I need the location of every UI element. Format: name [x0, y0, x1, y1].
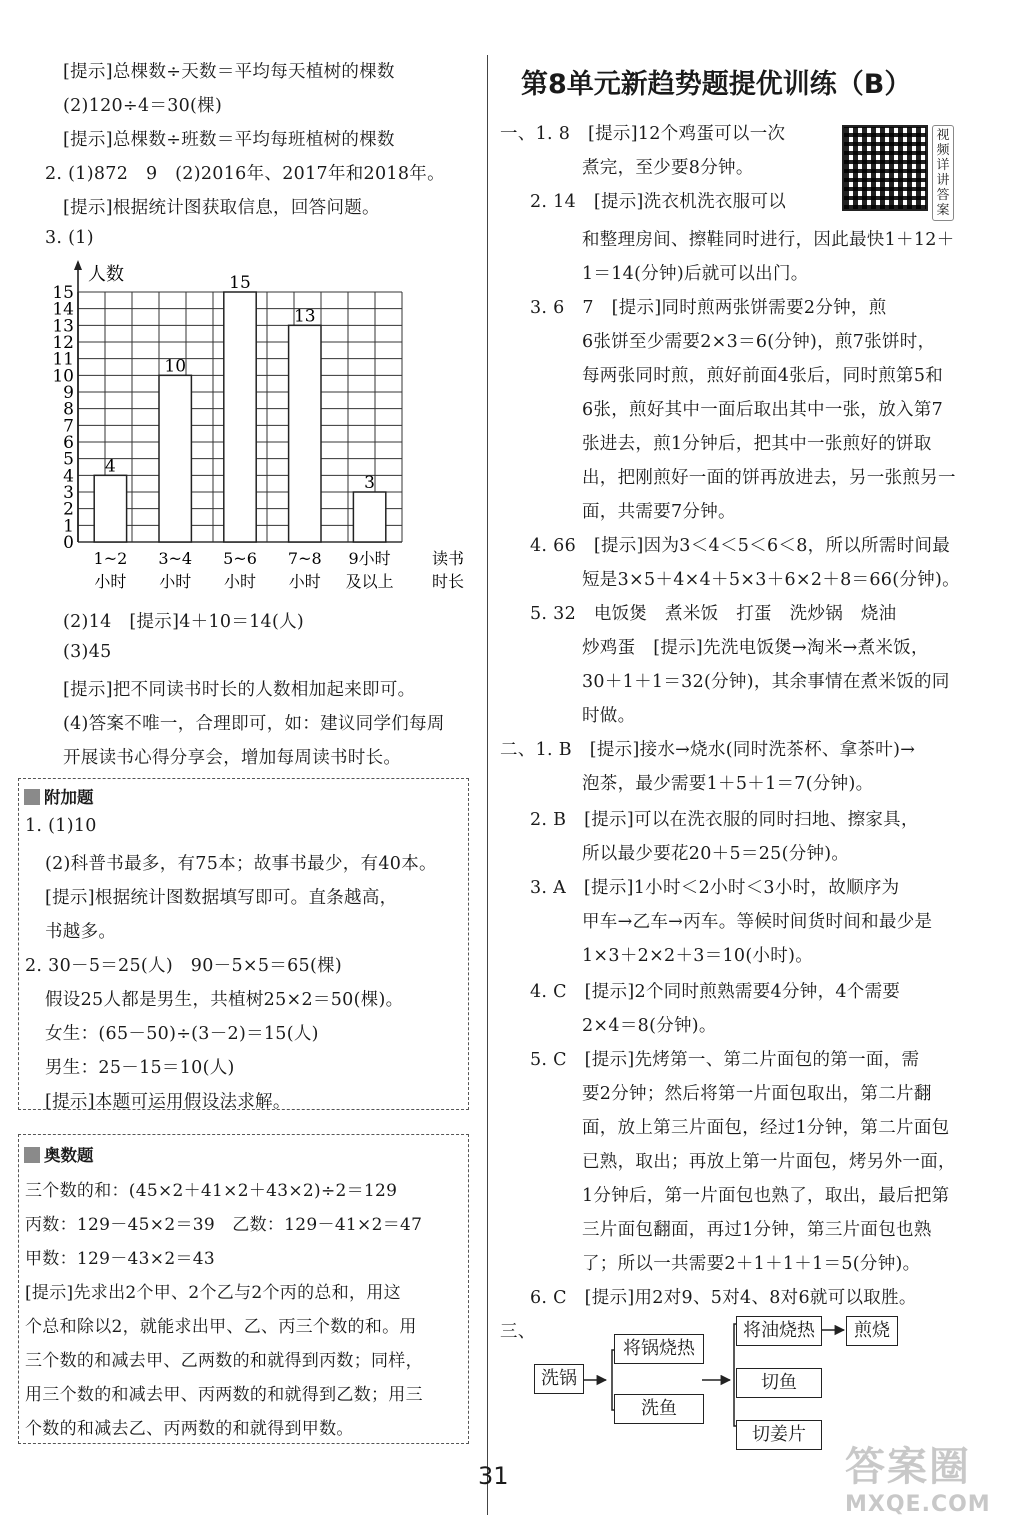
hint-line: 甲车→乙车→丙车。等候时间货时间和最少是	[582, 912, 933, 932]
y-tick-label: 7	[63, 416, 74, 437]
y-tick-label: 11	[52, 349, 74, 370]
hint-line: 1分钟后，第一片面包也熟了，取出，最后把第	[582, 1186, 950, 1206]
hint-line: 面，放上第三片面包，经过1分钟，第二片面包	[582, 1118, 950, 1138]
x-tick-label: 小时	[159, 572, 192, 591]
answer-line: 开展读书心得分享会，增加每周读书时长。	[63, 748, 402, 768]
column-divider	[487, 55, 488, 1515]
y-axis-label: 人数	[88, 264, 124, 285]
y-tick-label: 4	[63, 466, 74, 487]
hint-line: 个总和除以2，就能求出甲、乙、丙三个数的和。用	[25, 1317, 417, 1337]
y-axis-arrow	[74, 260, 82, 270]
x-tick-label: 小时	[223, 572, 257, 591]
bar	[289, 325, 321, 542]
hint-line: 张进去，煎1分钟后，把其中一张煎好的饼取	[582, 434, 932, 454]
hint-line: [提示]根据统计图获取信息，回答问题。	[63, 198, 380, 218]
answer-line: 4. 66 [提示]因为3＜4＜5＜6＜8，所以所需时间最	[530, 536, 951, 556]
hint-line: 6张，煎好其中一面后取出其中一张，放入第7	[582, 400, 944, 420]
hint-line: 泡茶，最少需要1＋5＋1＝7(分钟)。	[582, 774, 874, 794]
answer-line: 2. B [提示]可以在洗衣服的同时扫地、擦家具，	[530, 810, 919, 830]
reading-time-bar-chart	[40, 258, 480, 603]
hint-line: 6张饼至少需要2×3＝6(分钟)，煎7张饼时，	[582, 332, 936, 352]
hint-line: 时做。	[582, 706, 636, 726]
y-tick-label: 1	[63, 516, 74, 537]
answer-line: 炒鸡蛋 [提示]先洗电饭煲→淘米→煮米饭，	[582, 638, 929, 658]
bar-value-label: 3	[364, 473, 376, 493]
x-tick-label: 小时	[288, 572, 321, 591]
y-tick-label: 3	[63, 483, 74, 503]
page-title: 第8单元新趋势题提优训练（B）	[521, 69, 912, 100]
y-tick-label: 10	[52, 366, 74, 387]
flow-step-wash-pot: 洗锅	[534, 1364, 584, 1394]
x-tick-label: 9小时	[348, 549, 391, 568]
hint-line: 每两张同时煎，煎好前面4张后，同时煎第5和	[582, 366, 944, 386]
answer-line: (2)14 [提示]4＋10＝14(人)	[63, 612, 305, 632]
y-tick-label: 0	[63, 533, 74, 553]
hint-line: [提示]把不同读书时长的人数相加起来即可。	[63, 680, 416, 700]
bar	[159, 375, 191, 542]
hint-line: [提示]本题可运用假设法求解。	[45, 1092, 291, 1112]
answer-line: 2. 30－5＝25(人) 90－5×5＝65(棵)	[25, 956, 343, 976]
y-tick-label: 12	[52, 333, 74, 353]
hint-line: [提示]先求出2个甲、2个乙与2个丙的总和，用这	[25, 1283, 401, 1303]
x-axis-label: 读书	[431, 549, 465, 568]
y-tick-label: 14	[52, 299, 74, 320]
watermark-logo: 答案圈 MXQE.COM	[845, 1444, 991, 1517]
answer-line: (2)120÷4＝30(棵)	[63, 96, 223, 116]
flow-step-cut-ginger: 切姜片	[736, 1420, 822, 1450]
answer-line: 5. 32 电饭煲 煮米饭 打蛋 洗炒锅 烧油	[530, 604, 897, 624]
y-tick-label: 13	[52, 316, 74, 337]
answer-line: (3)45	[63, 642, 112, 662]
y-tick-label: 8	[63, 399, 74, 420]
y-tick-label: 9	[63, 383, 74, 403]
hint-line: 三片面包翻面，再过1分钟，第三片面包也熟	[582, 1220, 932, 1240]
section-label: 三、	[500, 1322, 536, 1342]
y-tick-label: 2	[63, 499, 74, 520]
hint-line: [提示]总棵数÷天数＝平均每天植树的棵数	[63, 62, 395, 82]
qr-code-icon[interactable]	[842, 125, 928, 211]
bar-value-label: 15	[229, 273, 251, 293]
hint-line: 面，共需要7分钟。	[582, 502, 736, 522]
bar-value-label: 4	[104, 456, 116, 477]
y-tick-label: 6	[63, 433, 74, 453]
x-tick-label: 7~8	[287, 549, 322, 568]
answer-line: (4)答案不唯一，合理即可，如：建议同学们每周	[63, 714, 445, 734]
answer-line: 假设25人都是男生，共植树25×2＝50(棵)。	[45, 990, 404, 1010]
hint-line: 书越多。	[45, 922, 117, 942]
hint-line: 了；所以一共需要2＋1＋1＋1＝5(分钟)。	[582, 1254, 921, 1274]
answer-line: 4. C [提示]2个同时煎熟需要4分钟，4个需要	[530, 982, 901, 1002]
x-tick-label: 5~6	[223, 549, 257, 568]
bar	[224, 292, 256, 542]
hint-line: 个数的和减去乙、丙两数的和就得到甲数。	[25, 1419, 354, 1439]
x-tick-label: 3~4	[158, 549, 193, 568]
hint-line: 短是3×5＋4×4＋5×3＋6×2＋8＝66(分钟)。	[582, 570, 960, 590]
y-tick-label: 15	[52, 283, 74, 303]
answer-line: 3. A [提示]1小时＜2小时＜3小时，故顺序为	[530, 878, 900, 898]
flow-step-heat-pot: 将锅烧热	[614, 1334, 704, 1364]
flow-step-heat-oil: 将油烧热	[736, 1316, 822, 1346]
hint-line: 和整理房间、擦鞋同时进行，因此最快1＋12＋	[582, 230, 955, 250]
answer-line: 2. 14 [提示]洗衣机洗衣服可以	[530, 192, 787, 212]
answer-line: (2)科普书最多，有75本；故事书最少，有40本。	[45, 854, 437, 874]
extra-questions-heading: 附加题	[24, 784, 94, 808]
hint-line: 出，把刚煎好一面的饼再放进去，另一张煎另一	[582, 468, 956, 488]
hint-line: 1＝14(分钟)后就可以出门。	[582, 264, 809, 284]
x-axis-label: 时长	[431, 572, 465, 591]
page-number: 31	[478, 1462, 509, 1490]
x-tick-label: 小时	[94, 572, 127, 591]
y-tick-label: 5	[63, 449, 74, 470]
hint-line: 要2分钟；然后将第一片面包取出，第二片翻	[582, 1084, 932, 1104]
hint-line: 已熟，取出；再放上第一片面包，烤另外一面，	[582, 1152, 956, 1172]
hint-line: 用三个数的和减去甲、丙两数的和就得到乙数；用三	[25, 1385, 423, 1405]
hint-line: 三个数的和减去甲、乙两数的和就得到丙数；同样，	[25, 1351, 423, 1371]
hint-line: [提示]根据统计图数据填写即可。直条越高，	[45, 888, 398, 908]
answer-line: 男生：25－15＝10(人)	[45, 1058, 235, 1078]
hint-line: 30＋1＋1＝32(分钟)，其余事情在煮米饭的同	[582, 672, 950, 692]
answer-line: 3. 6 7 [提示]同时煎两张饼需要2分钟，煎	[530, 298, 887, 318]
bar-value-label: 10	[164, 356, 187, 377]
flow-step-fry: 煎烧	[846, 1316, 898, 1346]
answer-line: 煮完，至少要8分钟。	[582, 158, 754, 178]
x-tick-label: 1~2	[93, 549, 128, 568]
olympiad-heading: 奥数题	[24, 1142, 94, 1166]
qr-code-label: 视频详讲答案	[932, 125, 954, 221]
answer-line: 丙数：129－45×2＝39 乙数：129－41×2＝47	[25, 1215, 423, 1235]
answer-line: 3. (1)	[45, 228, 94, 248]
flow-step-cut-fish: 切鱼	[736, 1368, 822, 1398]
answer-line: 甲数：129－43×2＝43	[25, 1249, 215, 1269]
hint-line: 1×3＋2×2＋3＝10(小时)。	[582, 946, 814, 966]
x-tick-label: 及以上	[345, 572, 394, 591]
answer-line: 三个数的和：(45×2＋41×2＋43×2)÷2＝129	[25, 1181, 398, 1201]
bar-value-label: 13	[293, 306, 316, 327]
answer-line: 6. C [提示]用2对9、5对4、8对6就可以取胜。	[530, 1288, 917, 1308]
answer-line: 2. (1)872 9 (2)2016年、2017年和2018年。	[45, 164, 445, 184]
answer-line: 1. (1)10	[25, 816, 97, 836]
answer-line: 5. C [提示]先烤第一、第二片面包的第一面，需	[530, 1050, 920, 1070]
chart-bars	[94, 292, 386, 542]
bar	[94, 475, 126, 542]
hint-line: 所以最少要花20＋5＝25(分钟)。	[582, 844, 850, 864]
answer-line: 二、1. B [提示]接水→烧水(同时洗茶杯、拿茶叶)→	[500, 740, 916, 760]
hint-line: [提示]总棵数÷班数＝平均每班植树的棵数	[63, 130, 395, 150]
answer-line: 女生：(65－50)÷(3－2)＝15(人)	[45, 1024, 319, 1044]
answer-line: 一、1. 8 [提示]12个鸡蛋可以一次	[500, 124, 786, 144]
bar	[353, 492, 385, 542]
hint-line: 2×4＝8(分钟)。	[582, 1016, 717, 1036]
flow-step-wash-fish: 洗鱼	[614, 1394, 704, 1424]
